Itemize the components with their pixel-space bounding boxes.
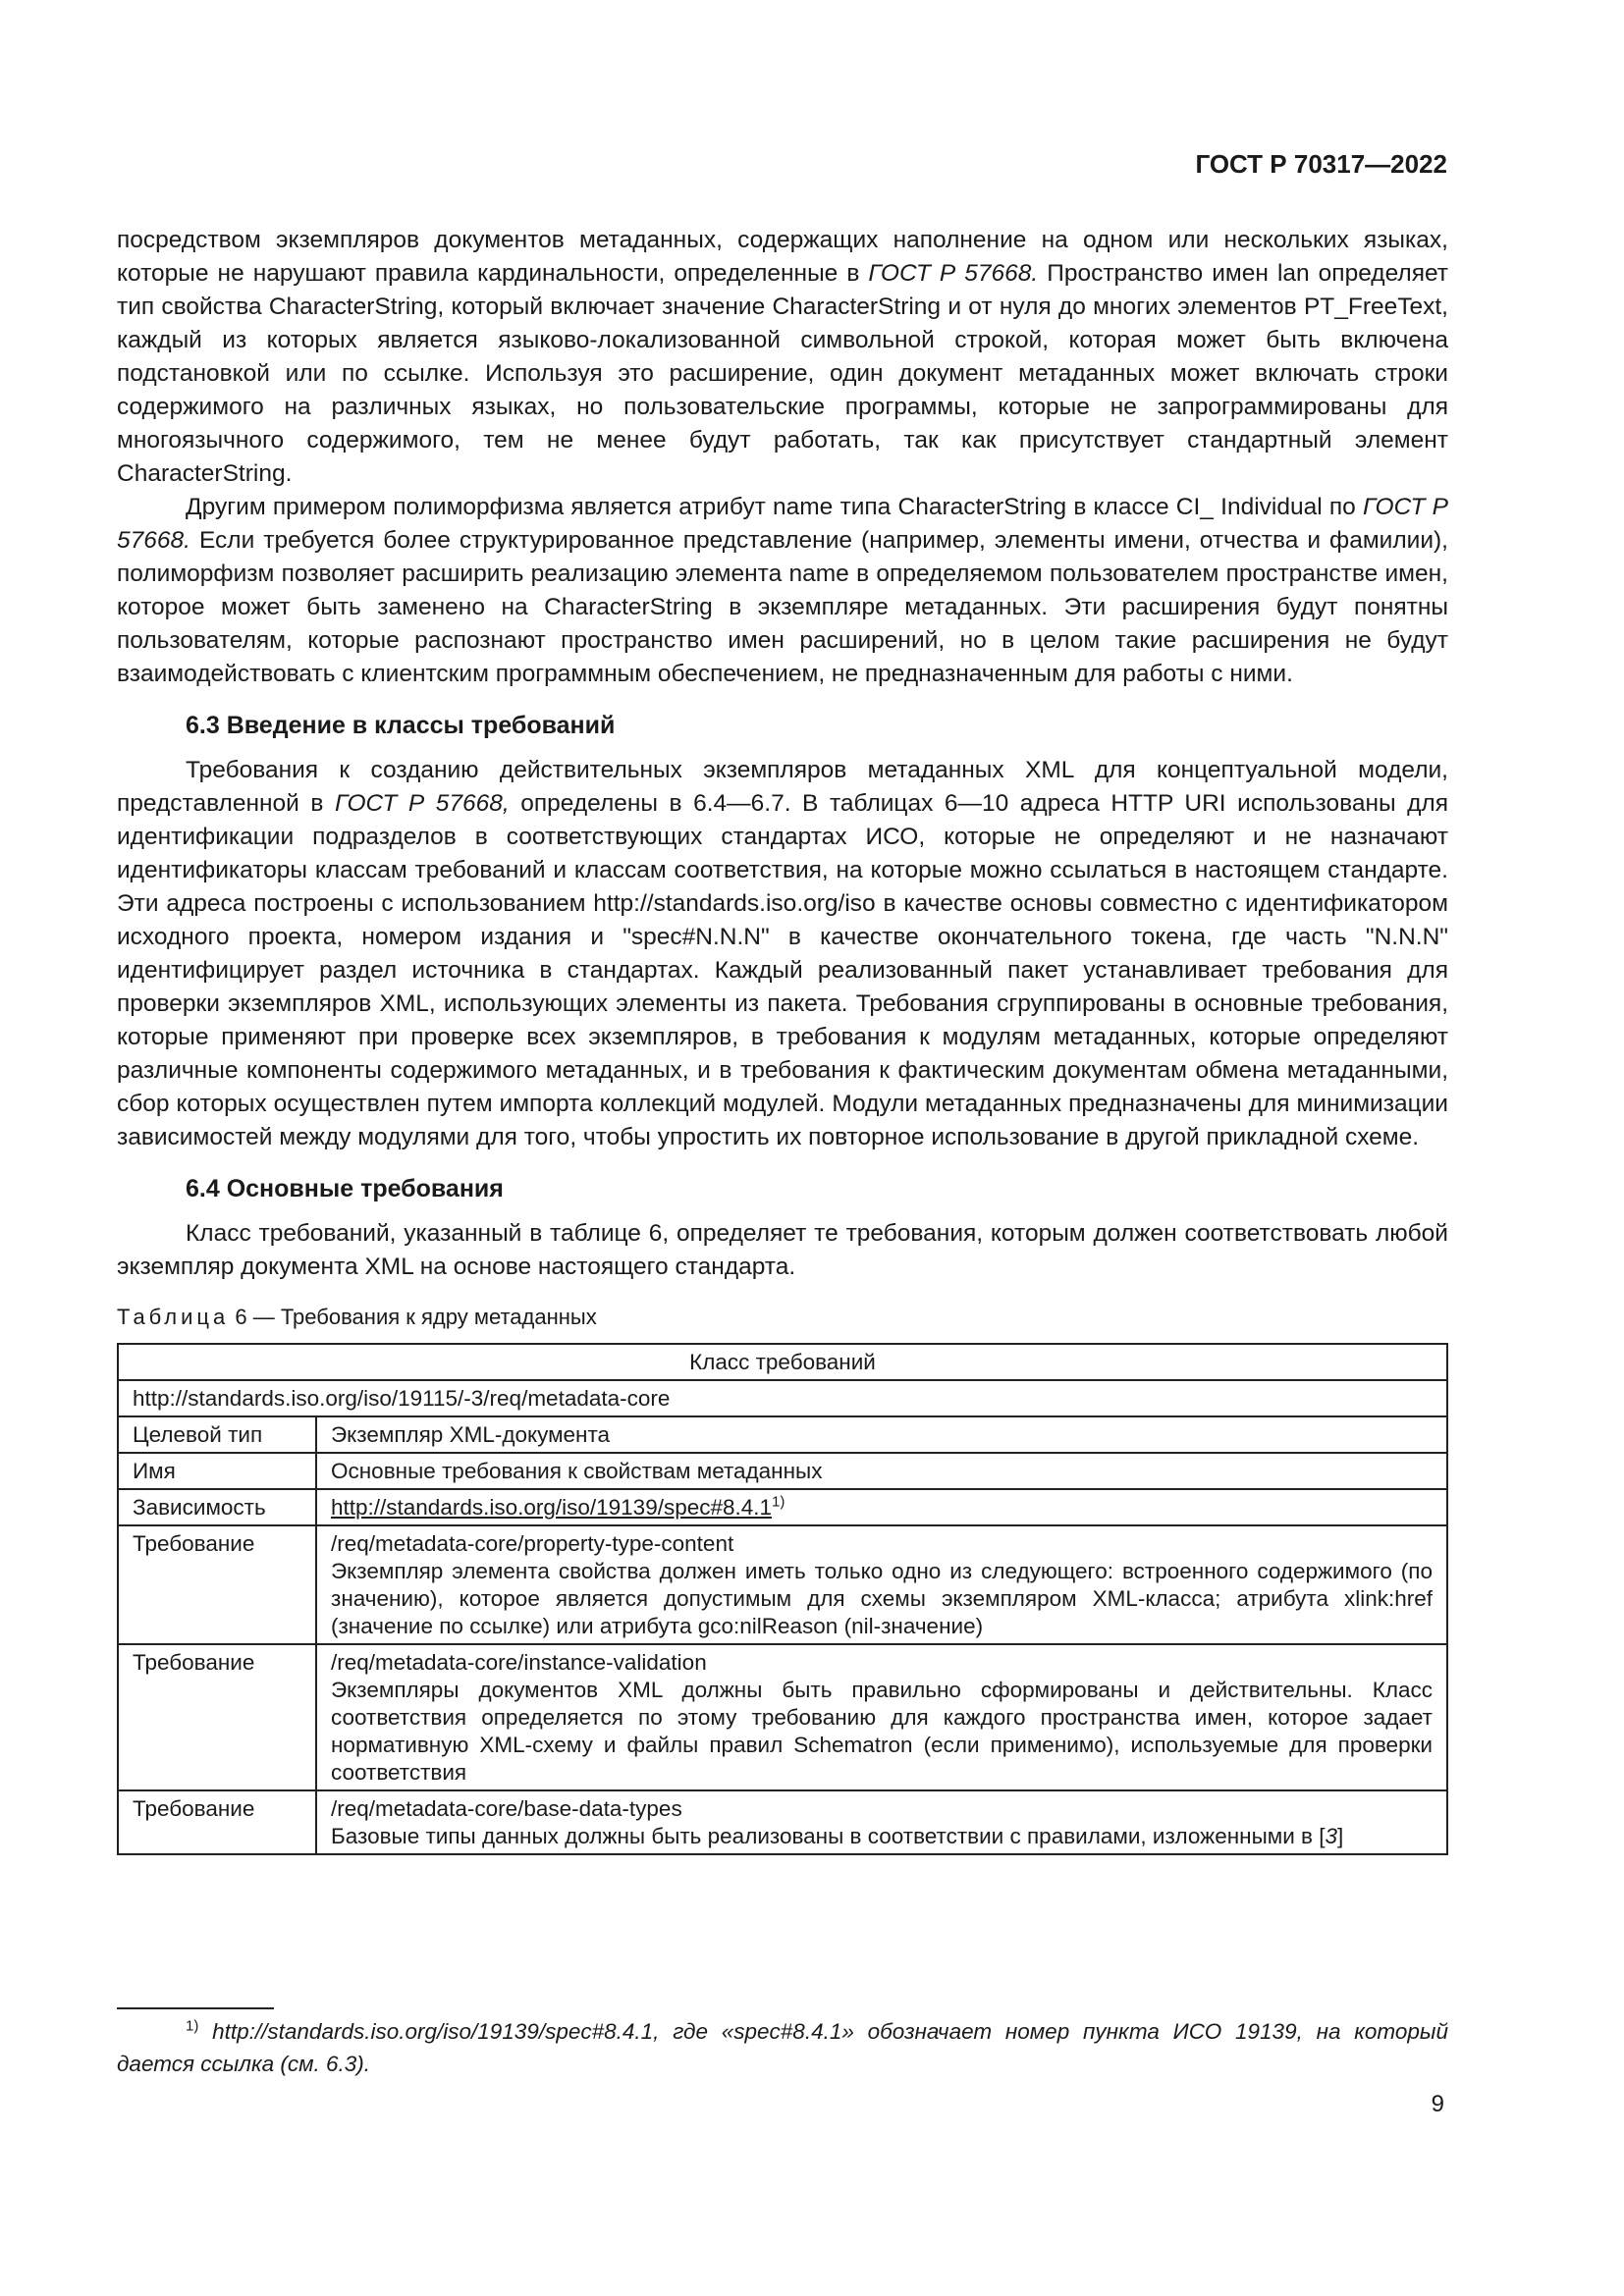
text-run: ] [1337, 1824, 1344, 1848]
paragraph [117, 224, 1448, 491]
standard-header: ГОСТ Р 70317—2022 [1195, 149, 1447, 179]
table-caption [117, 1304, 1448, 1331]
row-value [316, 1489, 1447, 1525]
requirement-id: /req/metadata-core/instance-validation [331, 1650, 707, 1675]
text-run: Пространство имен lan определяет тип свойства CharacterString, который включает значение CharacterString и от нуля до многих элементов PT_FreeText, каждый из которых является языково-локализованной символьной строкой, которая может быть включена подстановкой или по ссылке. Используя это расширение, один документ метаданных может включать строки содержимого на различных языках, но пользовательские программы, которые не запрограммированы для многоязычного содержимого, тем не менее будут работать, так как присутствует стандартный элемент CharacterString. [117, 260, 1448, 487]
section-heading-6-3: 6.3 Введение в классы требований [186, 712, 616, 739]
row-value [316, 1790, 1447, 1854]
standard-reference: ГОСТ Р 57668. [117, 494, 1448, 554]
row-label: Зависимость [118, 1489, 316, 1525]
footnote-separator [117, 2007, 274, 2009]
table-row [118, 1380, 1447, 1416]
row-value [316, 1644, 1447, 1790]
page-number: 9 [1431, 2091, 1444, 2117]
requirement-text: Экземпляры документов XML должны быть правильно сформированы и действительны. Класс соответствия определяется по этому требованию для каждого пространства имен, которое задает нормативную XML-схему и файлы правил Schematron (если применимо), используемые для проверки соответствия [331, 1678, 1433, 1785]
main-content [117, 224, 1448, 1855]
row-label: Целевой тип [118, 1416, 316, 1453]
text-run: Если требуется более структурированное представление (например, элементы имени, отчества и фамилии), полиморфизм позволяет расширить реализацию элемента name в определяемом пользователем пространстве имен, которое может быть заменено на CharacterString в экземпляре метаданных. Эти расширения будут понятны пользователям, которые распознают пространство имен расширений, но в целом такие расширения не будут взаимодействовать с клиентским программным обеспечением, не предназначенным для работы с ними. [117, 527, 1448, 687]
footnote-marker: 1) [772, 1493, 785, 1511]
footnote-text: http://standards.iso.org/iso/19139/spec#8.4.1, где «spec#8.4.1» обозначает номер пункта ИСО 19139, на который дается ссылка (см. 6.3). [117, 2019, 1448, 2076]
standard-reference: ГОСТ Р 57668, [334, 790, 510, 817]
bibliography-reference: 3 [1325, 1824, 1338, 1848]
table-row [118, 1453, 1447, 1489]
requirement-text: Экземпляр элемента свойства должен иметь только одно из следующего: встроенного содержимого (по значению), которое является допустимым для схемы экземпляром XML-класса; атрибута xlink:href (значение по ссылке) или атрибута gco:nilReason (nil-значение) [331, 1559, 1433, 1638]
row-label: Требование [118, 1790, 316, 1854]
row-label: Имя [118, 1453, 316, 1489]
section-heading-6-4: 6.4 Основные требования [186, 1175, 504, 1202]
requirements-class-uri: http://standards.iso.org/iso/19115/-3/req/metadata-core [118, 1380, 1447, 1416]
paragraph: Класс требований, указанный в таблице 6, определяет те требования, которым должен соответствовать любой экземпляр документа XML на основе настоящего стандарта. [117, 1220, 1448, 1280]
standard-reference: ГОСТ Р 57668. [868, 260, 1039, 287]
caption-label: Таблица [117, 1305, 230, 1329]
table-header-cell: Класс требований [118, 1344, 1447, 1380]
footnote-marker: 1) [186, 2017, 199, 2035]
dependency-link[interactable]: http://standards.iso.org/iso/19139/spec#8.4.1 [331, 1495, 773, 1520]
text-run: посредством экземпляров документов метаданных, содержащих наполнение на одном или нескольких языках, которые не нарушают правила кардинальности, определенные в [117, 227, 1448, 287]
table-row [118, 1344, 1447, 1380]
requirement-id: /req/metadata-core/base-data-types [331, 1796, 682, 1821]
requirement-text [331, 1823, 1433, 1850]
row-label: Требование [118, 1525, 316, 1644]
text-run: Требования к созданию действительных экземпляров метаданных XML для концептуальной модели, представленной в [117, 757, 1448, 817]
table-row [118, 1416, 1447, 1453]
text-run: определены в 6.4—6.7. В таблицах 6—10 адреса HTTP URI использованы для идентификации подразделов в соответствующих стандартах ИСО, которые не определяют и не назначают идентификаторы классам требований и классам соответствия, на которые можно ссылаться в настоящем стандарте. Эти адреса построены с использованием http://standards.iso.org/iso в качестве основы совместно с идентификатором исходного проекта, номером издания и "spec#N.N.N" в качестве окончательного токена, где часть "N.N.N" идентифицирует раздел источника в стандартах. Каждый реализованный пакет устанавливает требования для проверки экземпляров XML, использующих элементы из пакета. Требования сгруппированы в основные требования, которые применяют при проверке всех экземпляров, в требования к модулям метаданных, которые определяют различные компоненты содержимого метаданных, и в требования к фактическим документам обмена метаданными, сбор которых осуществлен путем импорта коллекций модулей. Модули метаданных предназначены для минимизации зависимостей между модулями для того, чтобы упростить их повторное использование в другой прикладной схеме. [117, 790, 1448, 1150]
requirement-id: /req/metadata-core/property-type-content [331, 1531, 734, 1556]
text-run: Другим примером полиморфизма является атрибут name типа CharacterString в классе CI_ Individual по [186, 494, 1363, 520]
requirements-table [117, 1343, 1448, 1855]
row-label: Требование [118, 1644, 316, 1790]
row-value: Основные требования к свойствам метаданных [316, 1453, 1447, 1489]
table-row [118, 1525, 1447, 1644]
caption-text: 6 — Требования к ядру метаданных [235, 1305, 597, 1329]
row-value [316, 1525, 1447, 1644]
text-run: Базовые типы данных должны быть реализованы в соответствии с правилами, изложенными в [ [331, 1824, 1326, 1848]
footnote [117, 2015, 1448, 2080]
paragraph [117, 754, 1448, 1154]
table-row [118, 1489, 1447, 1525]
table-row [118, 1790, 1447, 1854]
paragraph [117, 491, 1448, 691]
table-row [118, 1644, 1447, 1790]
row-value: Экземпляр XML-документа [316, 1416, 1447, 1453]
